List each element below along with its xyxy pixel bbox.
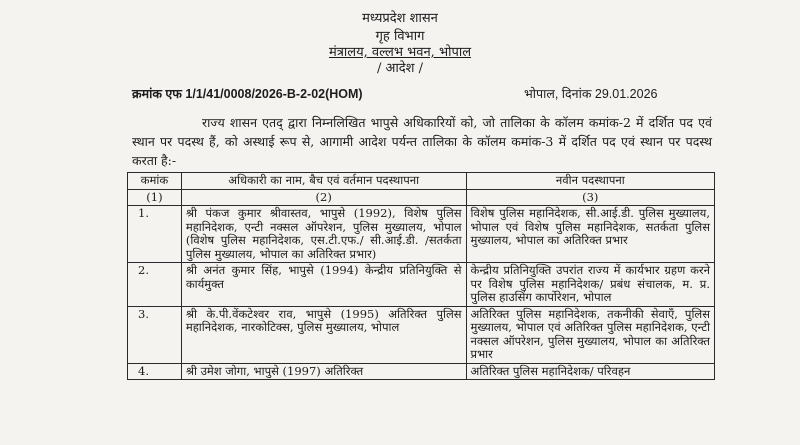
order-date: भोपाल, दिनांक 29.01.2026: [524, 87, 658, 101]
header-new-posting: नवीन पदस्थापना: [466, 173, 714, 190]
office-address: मंत्रालय, वल्लभ भवन, भोपाल: [328, 45, 472, 60]
department-name: गृह विभाग: [375, 29, 425, 44]
govt-name: मध्यप्रदेश शासन: [362, 11, 438, 26]
row-sno: 4.: [128, 363, 182, 380]
row-officer: श्री उमेश जोगा, भापुसे (1997) अतिरिक्त: [181, 363, 466, 380]
col-number: (3): [466, 189, 714, 206]
row-officer: श्री के.पी.वेंकटेश्वर राव, भापुसे (1995) अतिरिक्त पुलिस महानिदेशक, नारकोटिक्स, पुलिस मुख्यालय, भोपाल: [181, 306, 466, 363]
table-row: [128, 263, 715, 307]
col-number: (1): [128, 189, 182, 206]
order-number: क्रमांक एफ 1/1/41/0008/2026-B-2-02(HOM): [132, 87, 363, 101]
posting-table: [127, 172, 715, 380]
header-officer: अधिकारी का नाम, बैच एवं वर्तमान पदस्थापना: [181, 173, 466, 190]
row-sno: 2.: [128, 263, 182, 307]
row-posting: विशेष पुलिस महानिदेशक, सी.आई.डी. पुलिस मुख्यालय, भोपाल एवं विशेष पुलिस महानिदेशक, सतर्कता पुलिस मुख्यालय, भोपाल का अतिरिक्त प्रभार: [466, 206, 714, 263]
order-title: / आदेश /: [376, 61, 424, 76]
column-number-row: [128, 189, 715, 206]
row-officer: श्री पंकज कुमार श्रीवास्तव, भापुसे (1992), विशेष पुलिस महानिदेशक, एन्टी नक्सल ऑपरेशन, पुलिस मुख्यालय, भोपाल (विशेष पुलिस महानिदेशक, एस.टी.एफ./ सी.आई.डी. /सतर्कता पुलिस मुख्यालय, भोपाल का अतिरिक्त प्रभार): [181, 206, 466, 263]
table-row: [128, 363, 715, 380]
row-sno: 1.: [128, 206, 182, 263]
row-sno: 3.: [128, 306, 182, 363]
intro-paragraph: राज्य शासन एतद् द्वारा निम्नलिखित भापुसे अधिकारियों को, जो तालिका के कॉलम कमांक-2 में दर्शित पद एवं स्थान पर पदस्थ हैं, को अस्थाई रूप से, आगामी आदेश पर्यन्त तालिका के कॉलम कमांक-3 में दर्शित पद एवं स्थान पर पदस्थ करता है:-: [132, 115, 712, 168]
header-sno: कमांक: [128, 173, 182, 190]
table-row: [128, 306, 715, 363]
row-officer: श्री अनंत कुमार सिंह, भापुसे (1994) केन्द्रीय प्रतिनियुक्ति से कार्यमुक्त: [181, 263, 466, 307]
row-posting: अतिरिक्त पुलिस महानिदेशक/ परिवहन: [466, 363, 714, 380]
col-number: (2): [181, 189, 466, 206]
row-posting: केन्द्रीय प्रतिनियुक्ति उपरांत राज्य में कार्यभार ग्रहण करने पर विशेष पुलिस महानिदेशक/ प्रबंध संचालक, म. प्र. पुलिस हाउसिंग कार्पोरेशन, भोपाल: [466, 263, 714, 307]
table-header-row: [128, 173, 715, 190]
table-row: [128, 206, 715, 263]
row-posting: अतिरिक्त पुलिस महानिदेशक, तकनीकी सेवाएँ, पुलिस मुख्यालय, भोपाल एवं अतिरिक्त पुलिस महानिदेशक, एन्टी नक्सल ऑपरेशन, पुलिस मुख्यालय, भोपाल का अतिरिक्त प्रभार: [466, 306, 714, 363]
